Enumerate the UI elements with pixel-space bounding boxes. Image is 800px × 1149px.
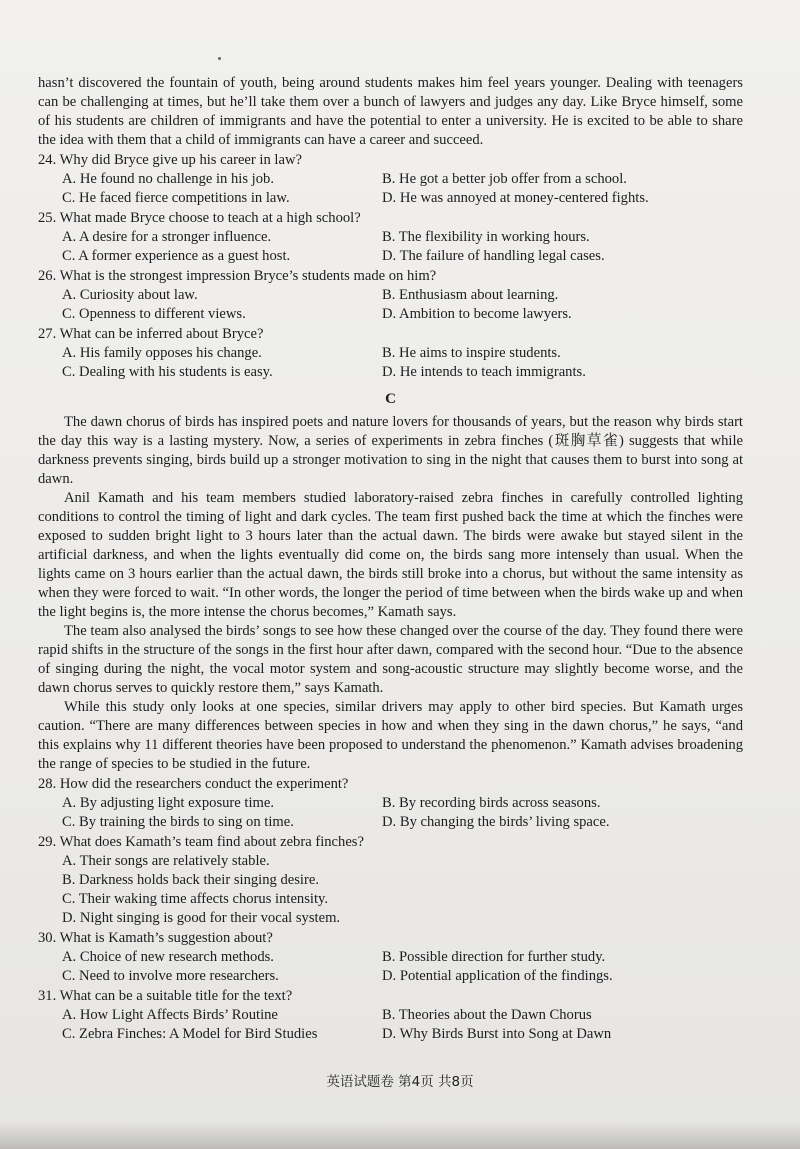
option-c: C. Their waking time affects chorus intensity.: [62, 891, 329, 907]
option-d: D. He was annoyed at money-centered fights.: [382, 190, 649, 206]
option-b: B. Theories about the Dawn Chorus: [382, 1007, 592, 1023]
intro-paragraph: hasn’t discovered the fountain of youth, being around students makes him feel years younger. Dealing with teenagers can be challenging at times, but he’ll take them over a bunch of lawyers and judges any day. Like Bryce himself, some of his students are children of immigrants and have the potential to enter a university. He is excited to be able to share the idea with them that a child of immigrants can have a career and succeed.: [38, 75, 743, 148]
question-27: [38, 325, 743, 382]
question-26: [38, 267, 743, 324]
option-a: A. His family opposes his change.: [62, 345, 262, 361]
passage-paragraph-3: The team also analysed the birds’ songs to see how these changed over the course of the day. They found there were rapid shifts in the structure of the songs in the first hour after dawn, compared with the second hour. “Due to the absence of singing during the night, the vocal motor system and song-acoustic structure may slightly become worse, and the dawn chorus serves to quickly restore them,” says Kamath.: [38, 623, 743, 696]
option-c: C. Openness to different views.: [62, 306, 246, 322]
option-d: D. Night singing is good for their vocal system.: [62, 910, 341, 926]
option-a: A. By adjusting light exposure time.: [62, 795, 274, 811]
question-stem: 26. What is the strongest impression Bryce’s students made on him?: [38, 268, 437, 284]
option-b: B. By recording birds across seasons.: [382, 795, 601, 811]
question-stem: 28. How did the researchers conduct the experiment?: [38, 776, 349, 792]
question-stem: 25. What made Bryce choose to teach at a high school?: [38, 210, 361, 226]
question-28: [38, 775, 743, 832]
question-31: [38, 987, 743, 1044]
question-stem: 31. What can be a suitable title for the text?: [38, 988, 293, 1004]
option-d: D. Potential application of the findings.: [382, 968, 613, 984]
option-c: C. Dealing with his students is easy.: [62, 364, 273, 380]
question-24: [38, 151, 743, 208]
page-edge-shadow: [0, 1121, 800, 1149]
option-a: A. Choice of new research methods.: [62, 949, 274, 965]
passage-paragraph-4: While this study only looks at one species, similar drivers may apply to other bird species. But Kamath urges caution. “There are many differences between species in how and when they sing in the dawn chorus,” he says, “and this explains why 11 different theories have been proposed to understand the phenomenon.” Kamath advises broadening the range of species to be studied in the future.: [38, 699, 743, 772]
option-b: B. He got a better job offer from a school.: [382, 171, 627, 187]
question-stem: 29. What does Kamath’s team find about zebra finches?: [38, 834, 364, 850]
option-a: A. How Light Affects Birds’ Routine: [62, 1007, 278, 1023]
option-a: A. A desire for a stronger influence.: [62, 229, 272, 245]
question-stem: 24. Why did Bryce give up his career in law?: [38, 152, 302, 168]
speck: [218, 57, 221, 60]
option-c: C. Need to involve more researchers.: [62, 968, 279, 984]
passage-paragraph-1: The dawn chorus of birds has inspired poets and nature lovers for thousands of years, but the reason why birds start the day this way is a lasting mystery. Now, a series of experiments in zebra finches (斑胸草雀) suggests that while darkness prevents singing, birds build up a stronger motivation to sing in the night that causes them to burst into song at dawn.: [38, 414, 743, 487]
question-stem: 27. What can be inferred about Bryce?: [38, 326, 264, 342]
option-c: C. By training the birds to sing on time.: [62, 814, 294, 830]
option-d: D. Ambition to become lawyers.: [382, 306, 572, 322]
question-29: [38, 833, 743, 928]
option-d: D. Why Birds Burst into Song at Dawn: [382, 1026, 612, 1042]
option-b: B. He aims to inspire students.: [382, 345, 561, 361]
option-b: B. Possible direction for further study.: [382, 949, 606, 965]
option-b: B. The flexibility in working hours.: [382, 229, 590, 245]
option-c: C. Zebra Finches: A Model for Bird Studies: [62, 1026, 318, 1042]
option-c: C. A former experience as a guest host.: [62, 248, 291, 264]
option-a: A. Curiosity about law.: [62, 287, 198, 303]
option-a: A. He found no challenge in his job.: [62, 171, 274, 187]
question-stem: 30. What is Kamath’s suggestion about?: [38, 930, 273, 946]
passage-paragraph-2: Anil Kamath and his team members studied laboratory-raised zebra finches in carefully controlled lighting conditions to control the timing of light and dark cycles. The team first pushed back the time at which the finches were exposed to sudden bright light to 3 hours later than the actual dawn. The birds were awake but stayed silent in the artificial darkness, and when the lights eventually did come on, the birds sang more intensely than usual. When the lights came on 3 hours earlier than the actual dawn, the birds still broke into a chorus, but without the same intensity as when they were forced to wait. “In other words, the longer the period of time between when the birds wake up and when the light begins is, the more intense the chorus becomes,” Kamath says.: [38, 490, 743, 620]
option-d: D. The failure of handling legal cases.: [382, 248, 605, 264]
section-c-title: C: [385, 391, 396, 407]
question-25: [38, 209, 743, 266]
page-content: [38, 74, 743, 1044]
option-b: B. Darkness holds back their singing desire.: [62, 872, 319, 888]
option-c: C. He faced fierce competitions in law.: [62, 190, 290, 206]
option-d: D. He intends to teach immigrants.: [382, 364, 586, 380]
page-footer: 英语试题卷 第4页 共8页: [326, 1074, 474, 1090]
option-a: A. Their songs are relatively stable.: [62, 853, 270, 869]
question-30: [38, 929, 743, 986]
option-b: B. Enthusiasm about learning.: [382, 287, 559, 303]
option-d: D. By changing the birds’ living space.: [382, 814, 610, 830]
